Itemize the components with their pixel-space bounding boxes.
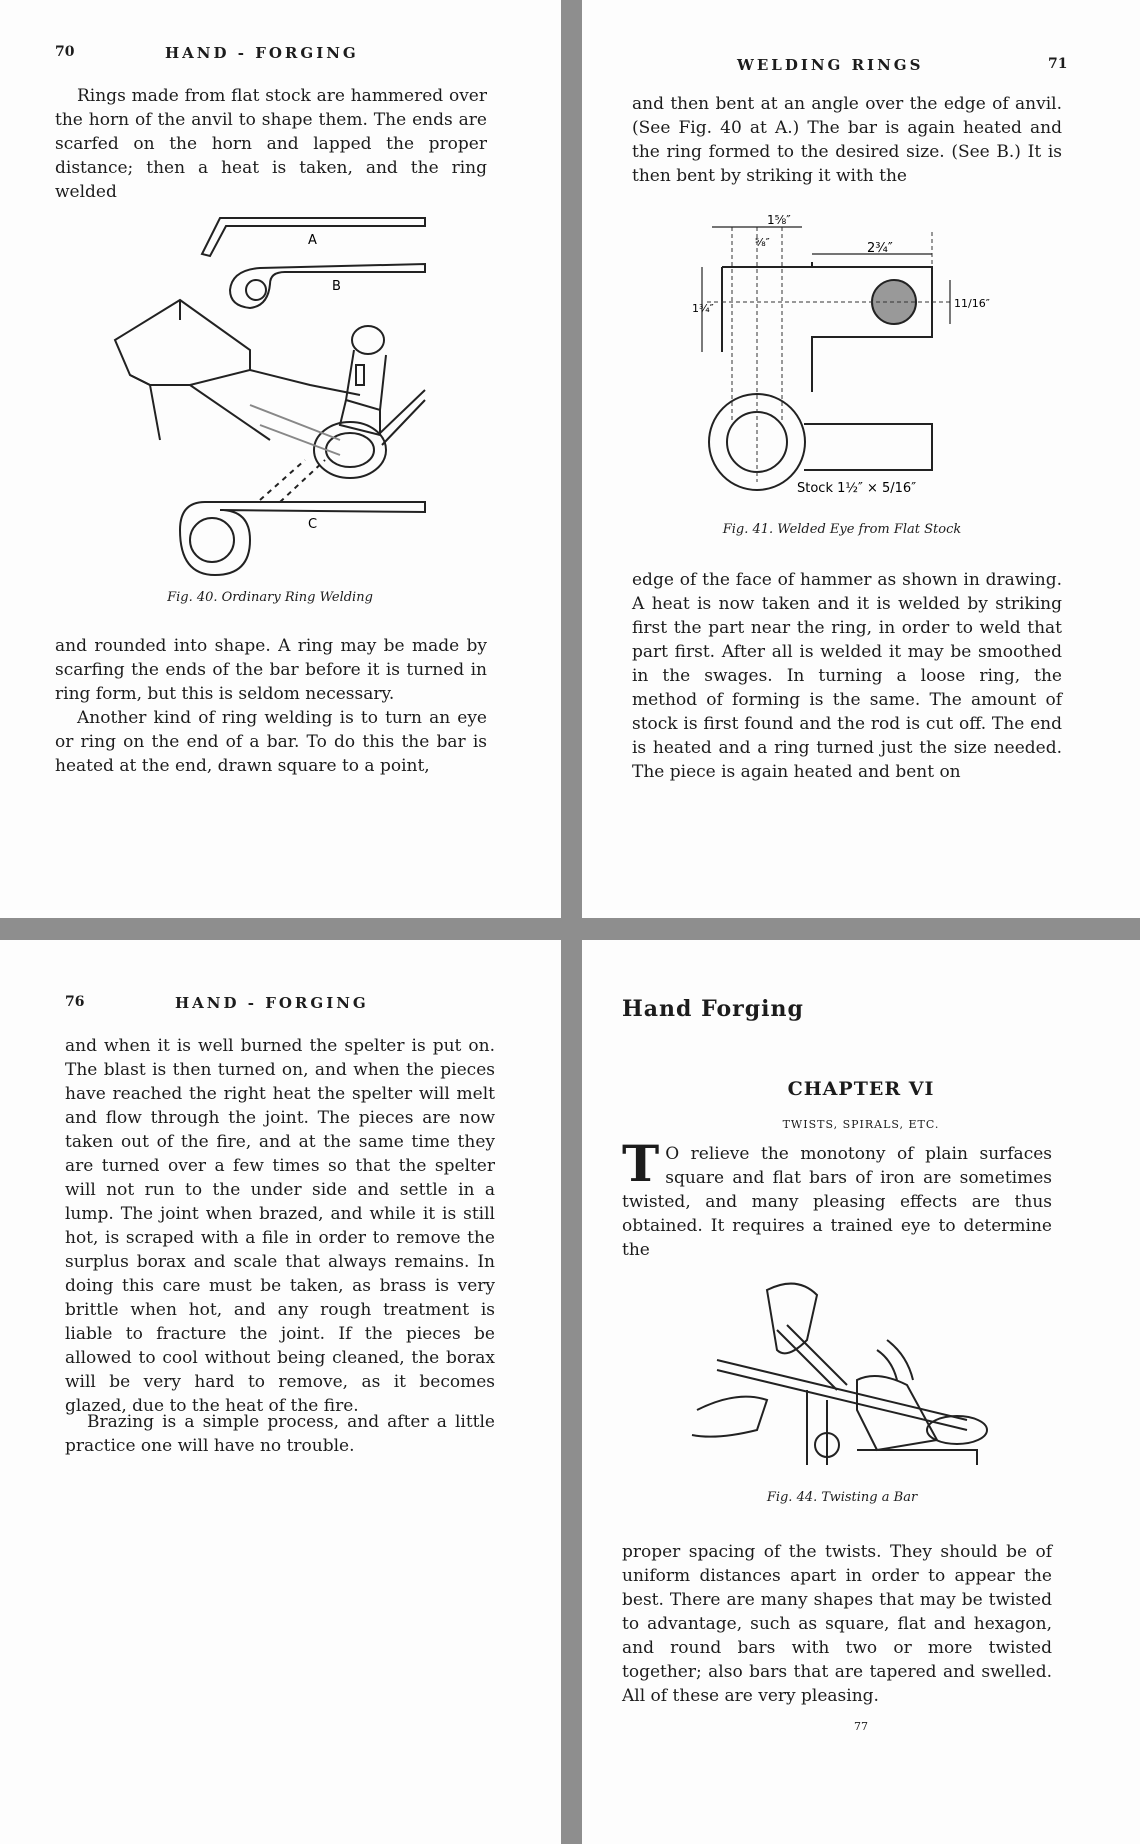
dim-side: 11/16″ [954, 297, 990, 310]
page-71 [582, 0, 1140, 918]
label-c: C [308, 517, 318, 532]
figure-caption: Fig. 44. Twisting a Bar [766, 1490, 918, 1505]
dim-left: 1¾″ [692, 302, 714, 315]
dim-inner: ⅝″ [755, 236, 770, 249]
page-76 [0, 940, 561, 1844]
paragraph: Brazing is a simple process, and after a little practice one will have no trouble. [65, 1412, 495, 1456]
paragraph: Rings made from flat stock are hammered over the horn of the anvil to shape them. The ends are scarfed on the horn and lapped the proper distance; then a heat is taken, and the ring welded [55, 86, 487, 202]
drop-cap: T [622, 1134, 660, 1193]
stock-label: Stock 1½″ × 5/16″ [797, 481, 917, 496]
chapter-opening [622, 1134, 1052, 1262]
page-number: 77 [854, 1720, 868, 1733]
paragraph: O relieve the monotony of plain surfaces square and flat bars of iron are sometimes twisted, and many pleasing effects are thus obtained. It requires a trained eye to determine the [622, 1144, 1052, 1260]
figure-40-ring-welding [110, 210, 440, 590]
chapter-subtitle: TWISTS, SPIRALS, ETC. [782, 1118, 940, 1131]
paragraph: edge of the face of hammer as shown in drawing. A heat is now taken and it is welded by striking first the part near the ring, in order to weld that part first. After all is welded it may be smoothed in the swages. In turning a loose ring, the method of forming is the same. The amount of stock is first found and the rod is cut off. The end is heated and a ring turned just the size needed. The piece is again heated and bent on [632, 570, 1062, 782]
paragraph: Another kind of ring welding is to turn an eye or ring on the end of a bar. To do this the bar is heated at the end, drawn square to a point, [55, 708, 487, 776]
page-70 [0, 0, 561, 918]
page-77 [582, 940, 1140, 1844]
figure-44-twisting-bar [677, 1270, 1007, 1470]
paragraph: and rounded into shape. A ring may be made by scarfing the ends of the bar before it is turned in ring form, but this is seldom necessary. [55, 636, 487, 704]
dim-right: 2¾″ [867, 241, 893, 256]
chapter-heading: CHAPTER VI [787, 1078, 935, 1100]
label-a: A [308, 233, 317, 248]
page-number: 76 [65, 994, 85, 1010]
figure-caption: Fig. 41. Welded Eye from Flat Stock [722, 522, 962, 537]
page-number: 71 [1048, 56, 1068, 72]
paragraph: proper spacing of the twists. They should be of uniform distances apart in order to appear the best. There are many shapes that may be twisted to advantage, such as square, flat and hexagon, and round bars with two or more twisted together; also bars that are tapered and swelled. All of these are very pleasing. [622, 1542, 1052, 1706]
paragraph: and when it is well burned the spelter is put on. The blast is then turned on, and when the pieces have reached the right heat the spelter will melt and flow through the joint. The pieces are now taken out of the fire, and at the same time they are turned over a few times so that the spelter will not run to the under side and settle in a lump. The joint when brazed, and while it is still hot, is scraped with a file in order to remove the surplus borax and scale that always remains. In doing this care must be taken, as brass is very brittle when hot, and any rough treatment is liable to fracture the joint. If the pieces be allowed to cool without being cleaned, the borax will be very hard to remove, as it becomes glazed, due to the heat of the fire. [65, 1036, 495, 1416]
running-title: Hand Forging [622, 996, 804, 1022]
dim-top: 1⅝″ [767, 213, 791, 227]
figure-caption: Fig. 40. Ordinary Ring Welding [167, 590, 373, 605]
running-header: HAND - FORGING [175, 994, 369, 1012]
paragraph: and then bent at an angle over the edge of anvil. (See Fig. 40 at A.) The bar is again heated and the ring formed to the desired size. (See B.) It is then bent by striking it with the [632, 94, 1062, 186]
running-header: HAND - FORGING [165, 44, 359, 62]
label-b: B [332, 279, 341, 294]
figure-41-welded-eye [692, 212, 990, 502]
page-number: 70 [55, 44, 75, 60]
running-header: WELDING RINGS [737, 56, 924, 74]
